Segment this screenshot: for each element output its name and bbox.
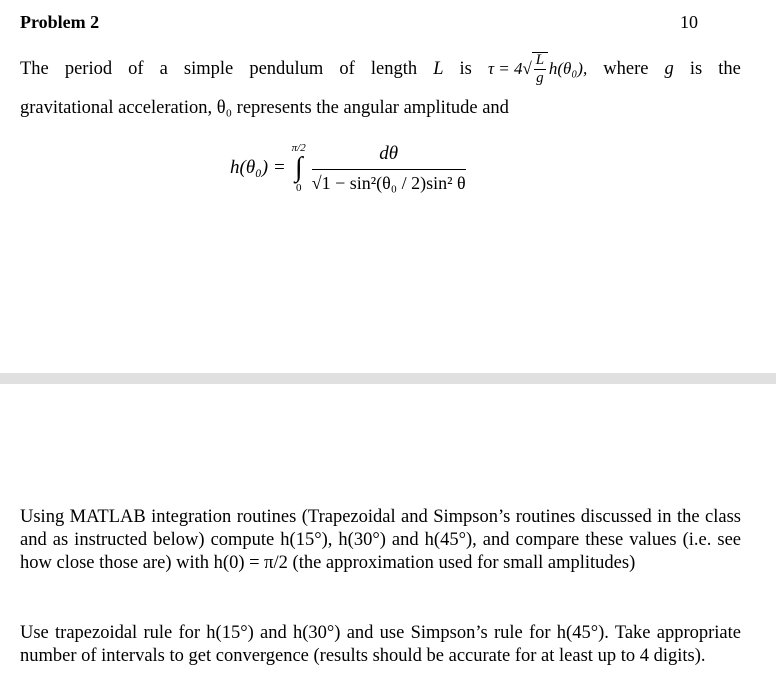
- sqrt-numerator: L: [535, 52, 545, 68]
- period-formula: [488, 52, 587, 86]
- page-number: 10: [680, 12, 698, 32]
- variable-L: L: [433, 58, 444, 79]
- word: of: [128, 58, 144, 79]
- problem-title: Problem 2: [20, 12, 100, 32]
- word: a: [159, 58, 168, 79]
- word: period: [64, 58, 113, 79]
- tau-lhs: τ = 4: [487, 59, 523, 78]
- word: The: [20, 58, 49, 79]
- intro-line-2: gravitational acceleration, θ₀ represents the angular amplitude and: [20, 98, 509, 118]
- integral-symbol: ∫: [294, 152, 303, 183]
- word: of: [339, 58, 355, 79]
- sqrt-symbol: √: [522, 59, 532, 78]
- lower-limit: 0: [295, 182, 302, 194]
- page-separator: [0, 373, 776, 384]
- word: is: [459, 58, 472, 79]
- h-theta: h(θ₀),: [548, 59, 588, 78]
- sqrt-denominator: g: [536, 70, 544, 86]
- integrand-fraction: [312, 143, 466, 194]
- integral-formula: [230, 142, 466, 194]
- instructions-paragraph-2: Use trapezoidal rule for h(15°) and h(30°) and use Simpson’s rule for h(45°). Take appropriate number of intervals to get convergence (results should be accurate for at least up to 4 digits).: [20, 623, 741, 666]
- integrand-denominator: √1 − sin²(θ₀ / 2)sin² θ: [312, 169, 466, 194]
- sqrt-fraction: [532, 52, 548, 86]
- integral-lhs: h(θ₀) =: [230, 157, 286, 178]
- word: where: [603, 58, 649, 79]
- variable-g: g: [664, 58, 674, 79]
- word: length: [370, 58, 418, 79]
- integral-sign: [292, 142, 306, 194]
- word: the: [718, 58, 741, 79]
- word: is: [689, 58, 703, 79]
- integrand-numerator: dθ: [379, 142, 399, 164]
- instructions-paragraph-1: Using MATLAB integration routines (Trapezoidal and Simpson’s routines discussed in the class and as instructed below) compute h(15°), h(30°) and h(45°), and compare these values (i.e. see how close those are) with h(0) = π/2 (the approximation used for small amplitudes): [20, 507, 741, 573]
- upper-limit: π/2: [291, 142, 306, 154]
- word: simple: [183, 58, 234, 79]
- word: pendulum: [249, 58, 324, 79]
- intro-line: [20, 52, 741, 86]
